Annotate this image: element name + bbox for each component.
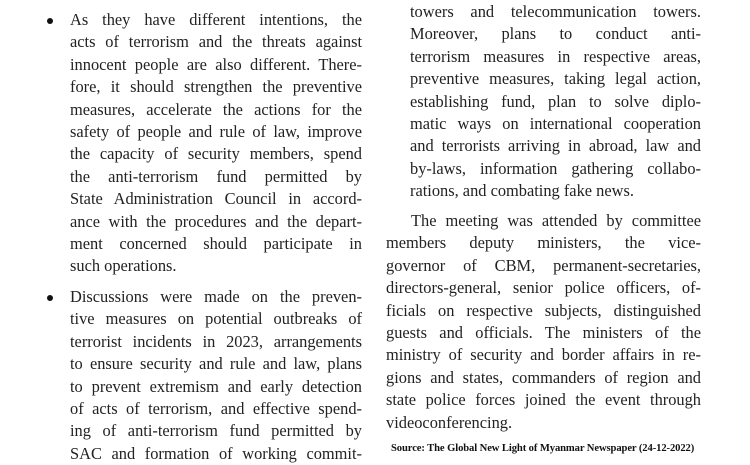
text-line: measures, accelerate the actions for the xyxy=(70,99,362,119)
text-line: of acts of terrorism, and effective spend- xyxy=(70,399,362,418)
text-line: towers and telecommunication towers. xyxy=(410,2,701,21)
text-line: ance with the procedures and the depart- xyxy=(70,211,362,231)
text-line: State Administration Council in accord- xyxy=(70,189,362,209)
text-line: guests and officials. The ministers of the xyxy=(386,323,701,342)
text-line: such operations. xyxy=(70,256,177,276)
text-line: matic ways on international cooperation xyxy=(410,114,701,133)
text-line: directors-general, senior police officers, of- xyxy=(386,278,701,298)
text-line: fore, it should strengthen the preventive xyxy=(70,77,362,97)
text-line: terrorism measures in respective areas, xyxy=(410,46,701,66)
text-line: members deputy ministers, the vice- xyxy=(386,233,701,253)
bullet-icon xyxy=(47,295,53,301)
text-line: to prevent extremism and early detection xyxy=(70,376,362,396)
text-line: rations, and combating fake news. xyxy=(410,181,634,201)
text-line: Moreover, plans to conduct anti- xyxy=(410,24,701,44)
text-line: and terrorists arriving in abroad, law and xyxy=(410,136,701,156)
text-line: to ensure security and rule and law, plans xyxy=(70,354,362,374)
text-line: safety of people and rule of law, improve xyxy=(70,122,362,141)
text-line: terrorist incidents in 2023, arrangements xyxy=(70,331,362,351)
text-line: ficials on respective subjects, distinguished xyxy=(386,300,701,320)
text-line: Discussions were made on the preven- xyxy=(70,287,362,306)
text-line: ministry of security and border affairs in re- xyxy=(386,345,701,365)
text-line: acts of terrorism and the threats against xyxy=(70,32,362,52)
paragraph-first-line: The meeting was attended by committee xyxy=(411,211,701,230)
text-line: the capacity of security members, spend xyxy=(70,144,362,164)
text-line: by-laws, information gathering collabo- xyxy=(410,158,701,178)
text-line: SAC and formation of working commit- xyxy=(70,443,362,463)
text-line: establishing fund, plan to solve diplo- xyxy=(410,91,701,111)
source-citation: Source: The Global New Light of Myanmar Newspaper (24-12-2022) xyxy=(391,443,695,454)
text-line: videoconferencing. xyxy=(386,412,513,432)
text-line: the anti-terrorism fund permitted by xyxy=(70,166,362,186)
text-line: governor of CBM, permanent-secretaries, xyxy=(386,255,701,275)
text-line: tive measures on potential outbreaks of xyxy=(70,309,362,329)
text-line: ing of anti-terrorism fund permitted by xyxy=(70,421,362,441)
text-line: preventive measures, taking legal action, xyxy=(410,69,701,89)
text-line: innocent people are also different. There- xyxy=(70,54,362,74)
text-line: As they have different intentions, the xyxy=(70,10,362,29)
text-line: gions and states, commanders of region and xyxy=(386,367,701,387)
bullet-icon xyxy=(47,18,53,24)
text-line: ment concerned should participate in xyxy=(70,234,362,253)
text-line: state police forces joined the event through xyxy=(386,390,701,410)
